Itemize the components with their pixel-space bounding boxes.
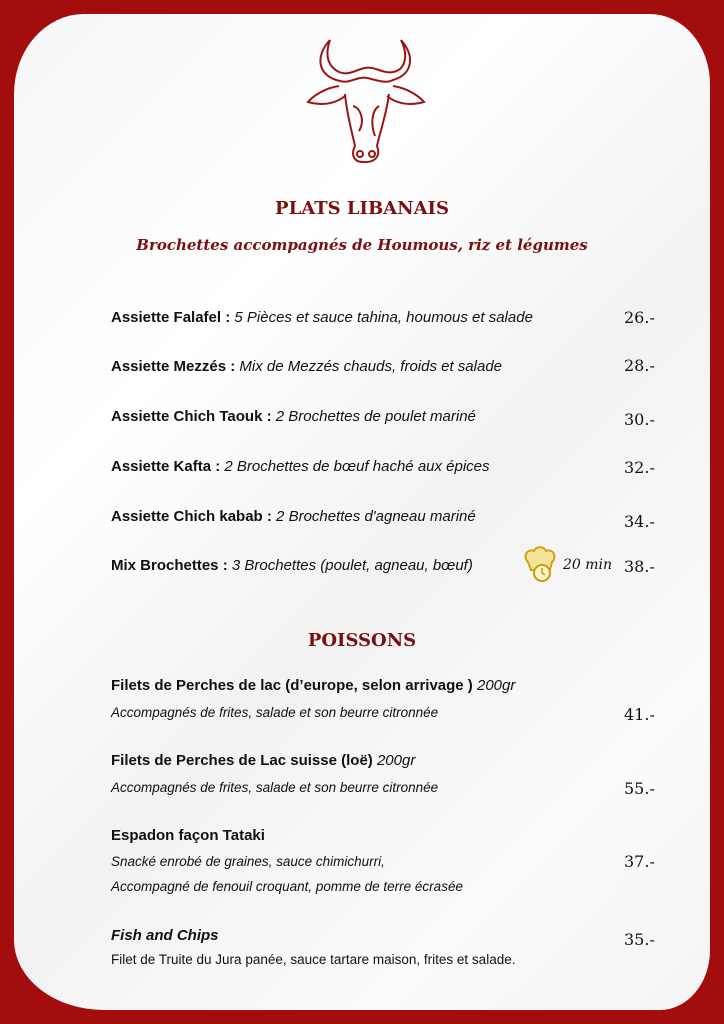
- item-price: 30.-: [624, 410, 655, 429]
- item-price: 55.-: [624, 779, 655, 798]
- item-price: 32.-: [624, 458, 655, 477]
- item-price: 28.-: [624, 356, 655, 375]
- item-desc: Accompagnés de frites, salade et son beurre citronnée: [111, 705, 439, 720]
- item-desc: Accompagnés de frites, salade et son beurre citronnée: [111, 780, 439, 795]
- item-name: Assiette Falafel :: [111, 309, 231, 326]
- item-desc: 3 Brochettes (poulet, agneau, bœuf): [227, 557, 473, 574]
- item-price: 41.-: [624, 705, 655, 724]
- item-name: Fish and Chips: [111, 927, 219, 944]
- chef-timer-icon: [522, 546, 558, 584]
- item-desc: Filet de Truite du Jura panée, sauce tartare maison, frites et salade.: [111, 952, 516, 967]
- item-price: 34.-: [624, 512, 655, 531]
- item-name: Mix Brochettes :: [111, 557, 228, 574]
- item-desc-2: Accompagné de fenouil croquant, pomme de terre écrasée: [111, 879, 463, 894]
- item-desc: 2 Brochettes d'agneau mariné: [271, 508, 476, 525]
- item-weight: 200gr: [372, 752, 416, 769]
- item-name: Espadon façon Tataki: [111, 827, 265, 844]
- section-title-poissons: POISSONS: [307, 630, 417, 651]
- item-name: Assiette Mezzés :: [111, 358, 236, 375]
- item-name: Filets de Perches de Lac suisse (loë): [111, 752, 373, 769]
- item-name: Assiette Chich kabab :: [111, 508, 272, 525]
- item-desc: 2 Brochettes de poulet mariné: [271, 408, 476, 425]
- item-desc: 5 Pièces et sauce tahina, houmous et salade: [230, 309, 533, 326]
- item-desc: Snacké enrobé de graines, sauce chimichurri,: [111, 854, 385, 869]
- item-name: Assiette Kafta :: [111, 458, 221, 475]
- section-title-plats-libanais: PLATS LIBANAIS: [275, 198, 449, 219]
- bull-logo: [305, 36, 427, 166]
- item-desc: 2 Brochettes de bœuf haché aux épices: [220, 458, 490, 475]
- section-subtitle: Brochettes accompagnés de Houmous, riz et légumes: [136, 236, 588, 254]
- item-name: Filets de Perches de lac (d’europe, selon arrivage ): [111, 677, 473, 694]
- item-weight: 200gr: [472, 677, 516, 694]
- item-name: Assiette Chich Taouk :: [111, 408, 272, 425]
- item-price: 35.-: [624, 930, 655, 949]
- item-desc: Mix de Mezzés chauds, froids et salade: [235, 358, 503, 375]
- item-price: 37.-: [624, 852, 655, 871]
- item-price: 38.-: [624, 557, 655, 576]
- prep-time: 20 min: [563, 557, 613, 573]
- item-price: 26.-: [624, 308, 655, 327]
